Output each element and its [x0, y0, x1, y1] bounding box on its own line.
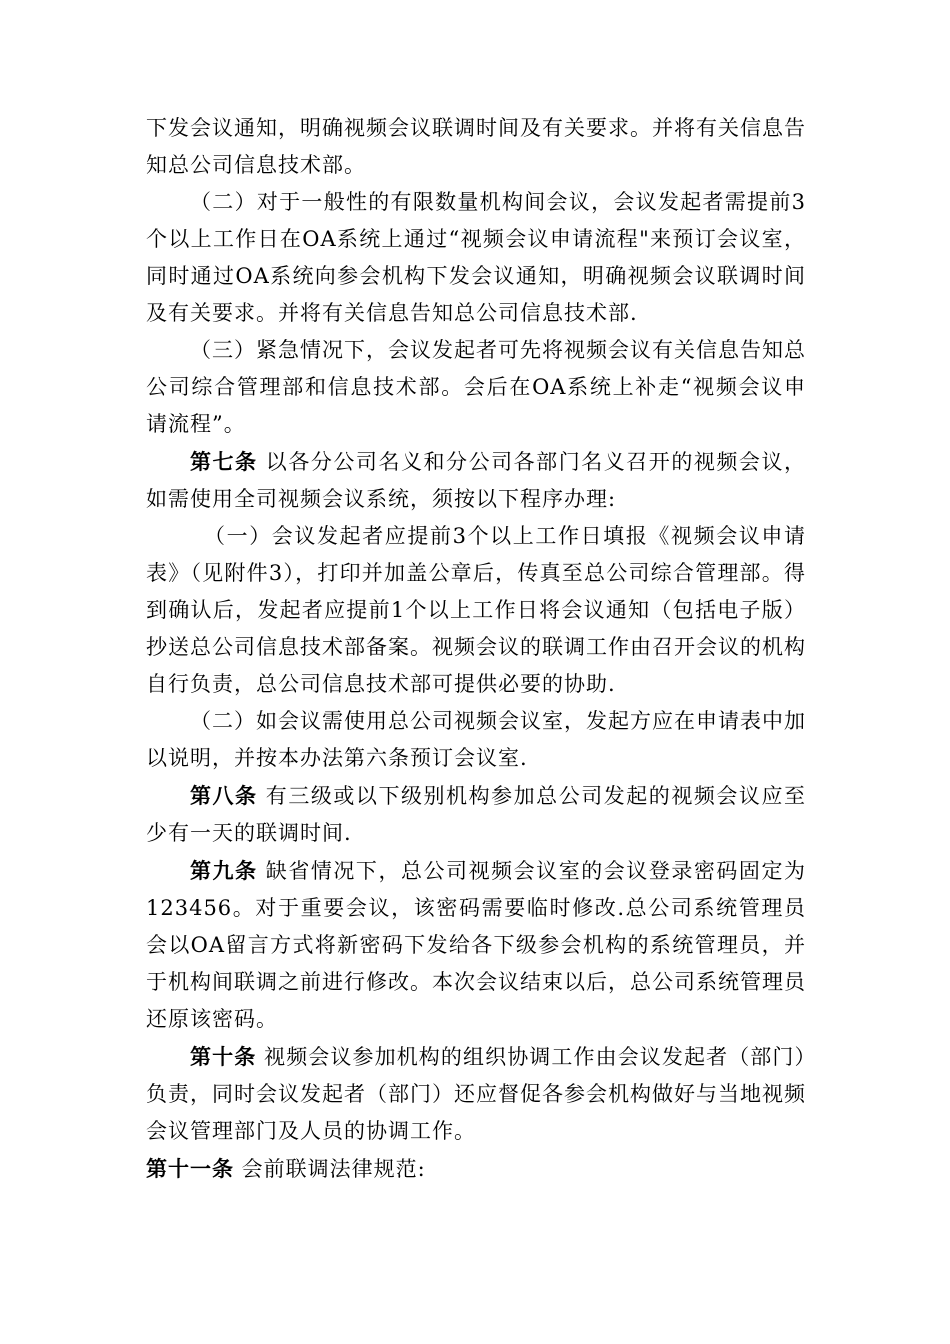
paragraph — [146, 110, 806, 184]
article-heading: 第十条 — [190, 1044, 257, 1069]
paragraph-text: 下发会议通知，明确视频会议联调时间及有关要求。并将有关信息告知总公司信息技术部。 — [146, 116, 806, 177]
paragraph-text: （二）如会议需使用总公司视频会议室，发起方应在申请表中加以说明，并按本办法第六条预订会议室. — [146, 709, 806, 770]
article-heading: 第八条 — [190, 783, 258, 808]
article-heading: 第七条 — [190, 449, 258, 474]
paragraph-text: （三）紧急情况下，会议发起者可先将视频会议有关信息告知总公司综合管理部和信息技术部。会后在OA系统上补走“视频会议申请流程”。 — [146, 338, 806, 436]
paragraph-text: （二）对于一般性的有限数量机构间会议，会议发起者需提前3个以上工作日在OA系统上通过“视频会议申请流程"来预订会议室，同时通过OA系统向参会机构下发会议通知，明确视频会议联调时间及有关要求。并将有关信息告知总公司信息技术部. — [146, 190, 806, 325]
paragraph — [146, 184, 806, 332]
article-heading: 第十一条 — [146, 1156, 234, 1181]
article-paragraph — [146, 1038, 806, 1150]
document-body — [146, 110, 806, 1188]
article-paragraph — [146, 777, 806, 852]
paragraph — [146, 703, 806, 777]
paragraph — [146, 518, 806, 703]
paragraph-text: 以各分公司名义和分公司各部门名义召开的视频会议，如需使用全司视频会议系统，须按以下程序办理: — [146, 450, 806, 511]
article-paragraph — [146, 443, 806, 518]
paragraph-text: 缺省情况下，总公司视频会议室的会议登录密码固定为123456。对于重要会议，该密码需要临时修改.总公司系统管理员会以OA留言方式将新密码下发给各下级参会机构的系统管理员，并于机构间联调之前进行修改。本次会议结束以后，总公司系统管理员还原该密码。 — [146, 859, 806, 1031]
article-paragraph — [146, 852, 806, 1038]
article-paragraph — [146, 1150, 806, 1188]
article-heading: 第九条 — [190, 858, 258, 883]
paragraph-text: 会前联调法律规范: — [234, 1157, 426, 1181]
paragraph — [146, 332, 806, 443]
paragraph-text: 有三级或以下级别机构参加总公司发起的视频会议应至少有一天的联调时间. — [146, 784, 806, 845]
paragraph-text: （一）会议发起者应提前3个以上工作日填报《视频会议申请表》（见附件3），打印并加盖公章后，传真至总公司综合管理部。得到确认后，发起者应提前1个以上工作日将会议通知（包括电子版）抄送总公司信息技术部备案。视频会议的联调工作由召开会议的机构自行负责，总公司信息技术部可提供必要的协助. — [146, 524, 806, 696]
paragraph-text: 视频会议参加机构的组织协调工作由会议发起者（部门）负责，同时会议发起者（部门）还应督促各参会机构做好与当地视频会议管理部门及人员的协调工作。 — [146, 1045, 806, 1143]
